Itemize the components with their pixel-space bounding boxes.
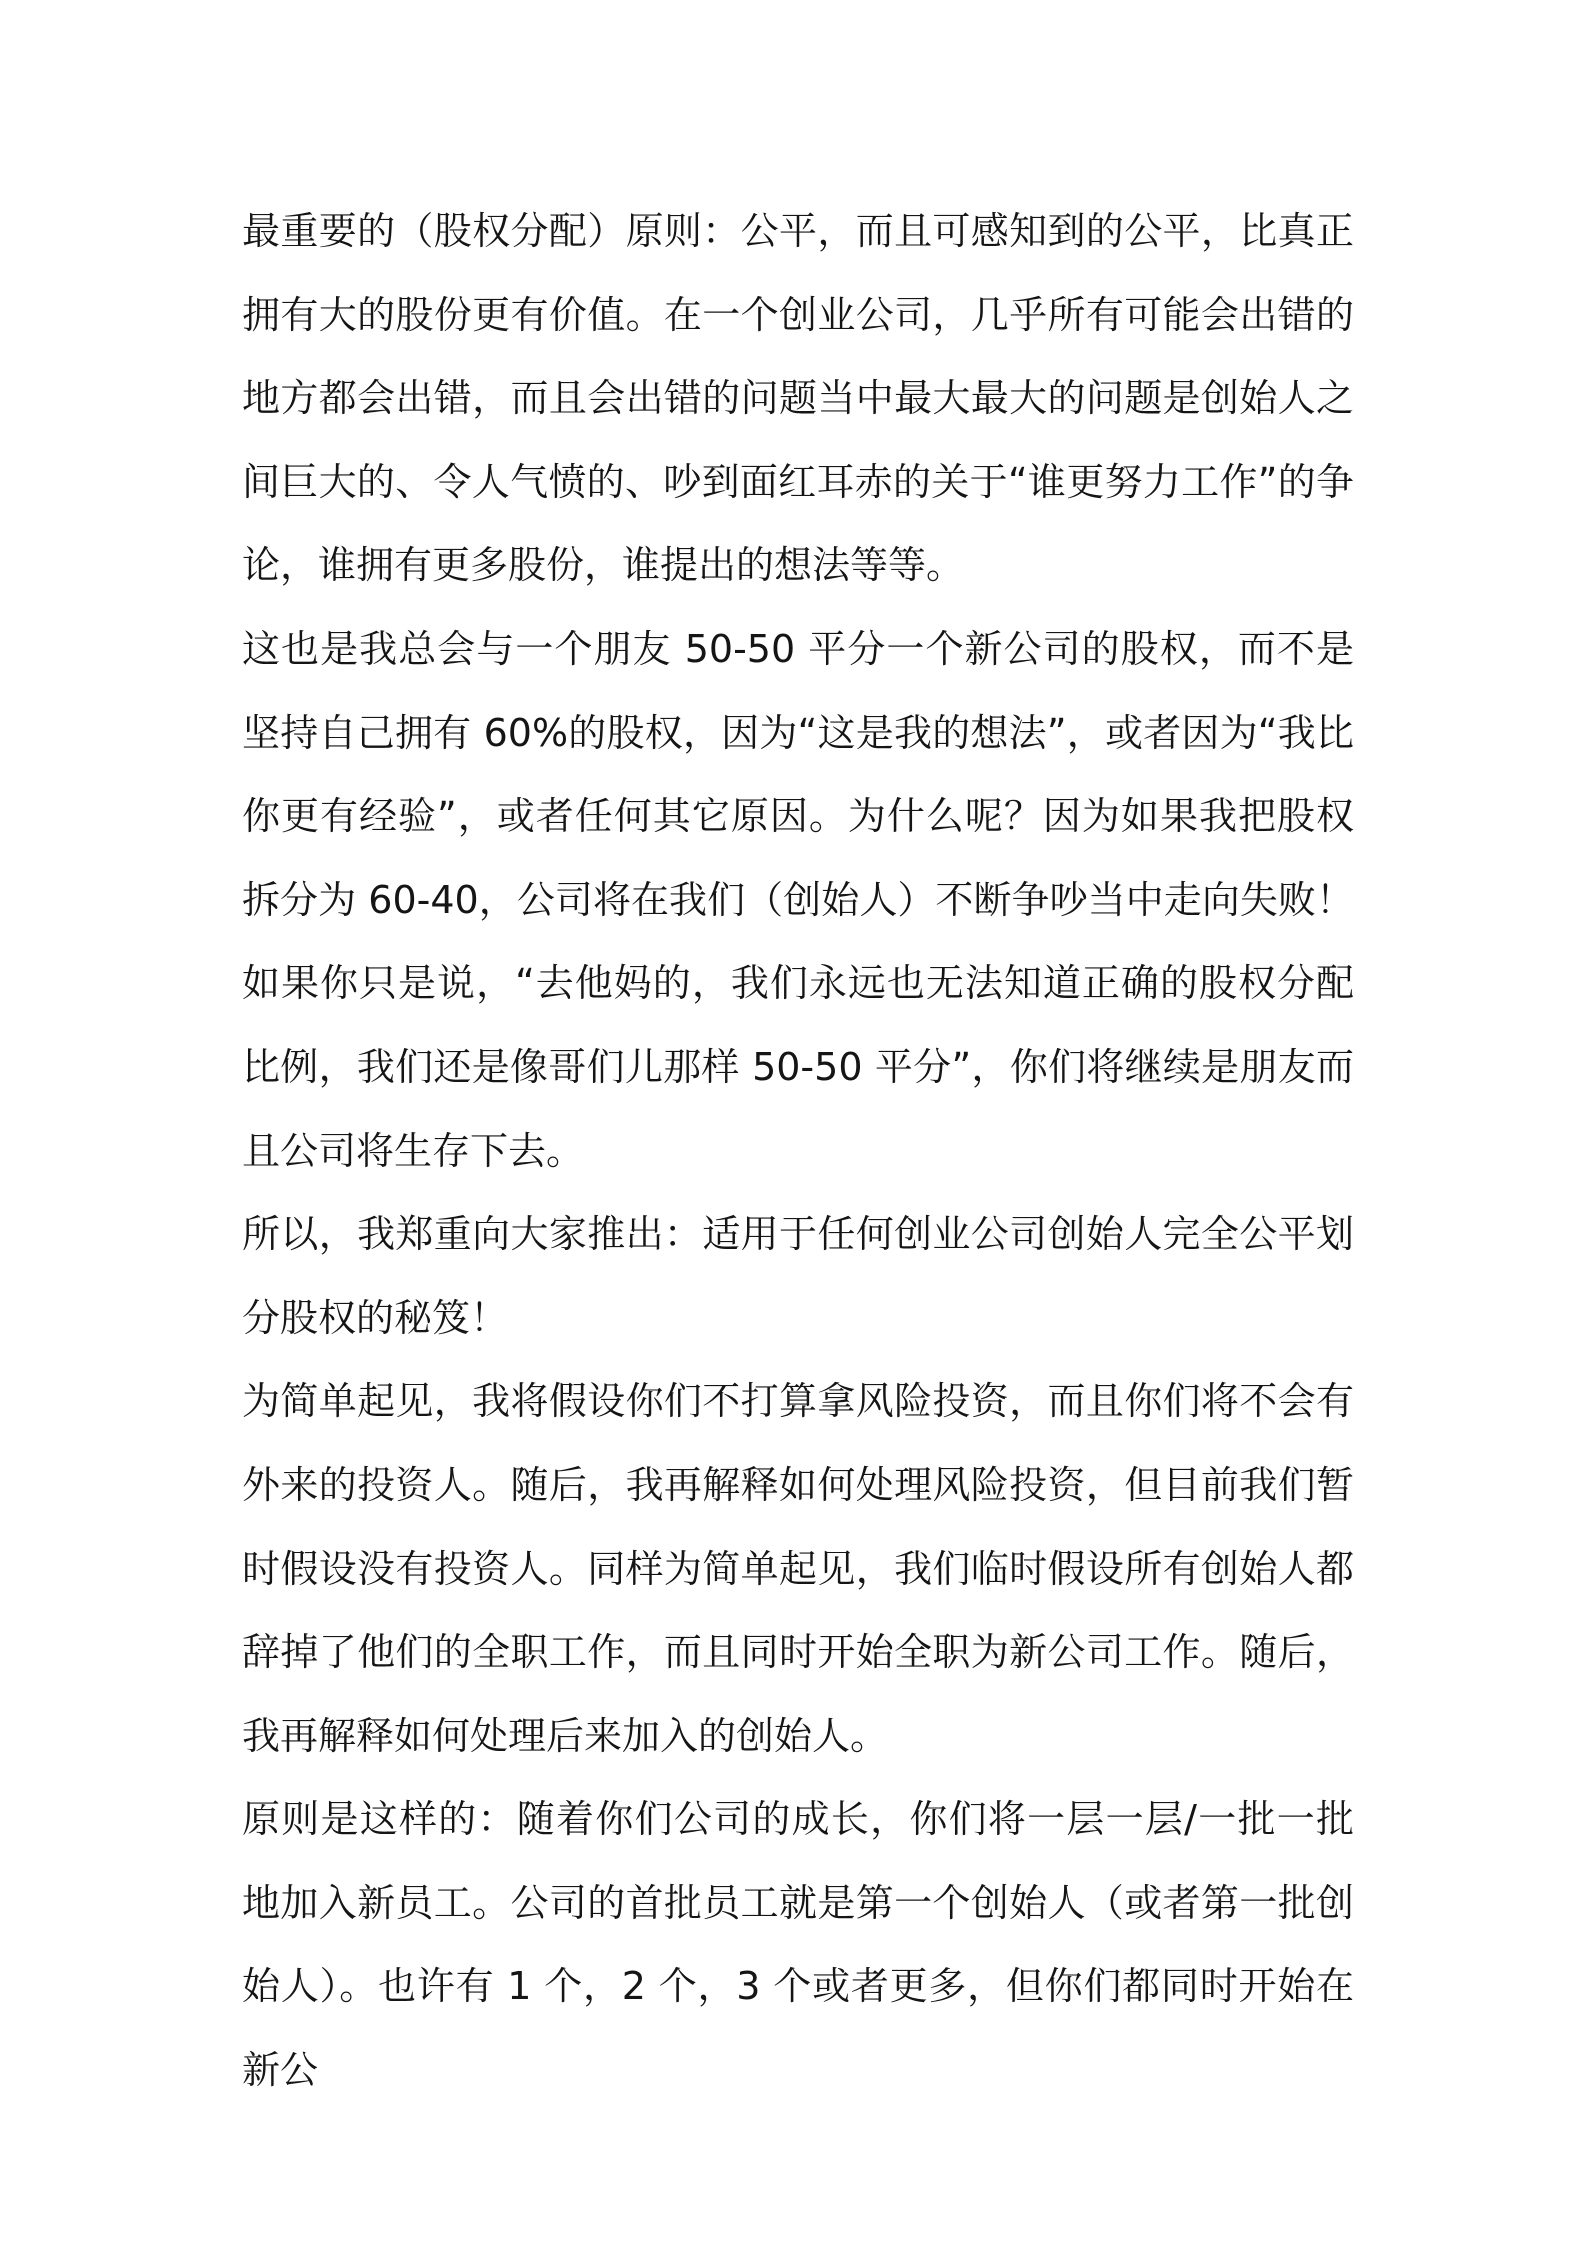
paragraph-simplifying-assumptions: 为简单起见，我将假设你们不打算拿风险投资，而且你们将不会有外来的投资人。随后，我再解释如何处理风险投资，但目前我们暂时假设没有投资人。同样为简单起见，我们临时假设所有创始人都辞掉了他们的全职工作，而且同时开始全职为新公司工作。随后，我再解释如何处理后来加入的创始人。: [242, 1379, 1354, 1758]
paragraph-secret-recipe: 所以，我郑重向大家推出：适用于任何创业公司创始人完全公平划分股权的秘笈！: [242, 1212, 1354, 1340]
paragraph-layers-principle: 原则是这样的：随着你们公司的成长，你们将一层一层/一批一批地加入新员工。公司的首批员工就是第一个创始人（或者第一批创始人）。也许有 1 个，2 个，3 个或者更多，但你们都同时开始在新公: [242, 1797, 1354, 2093]
paragraph-fairness-principle: 最重要的（股权分配）原则：公平，而且可感知到的公平，比真正拥有大的股份更有价值。在一个创业公司，几乎所有可能会出错的地方都会出错，而且会出错的问题当中最大最大的问题是创始人之间巨大的、令人气愤的、吵到面红耳赤的关于“谁更努力工作”的争论，谁拥有更多股份，谁提出的想法等等。: [242, 209, 1354, 588]
article-body: [242, 190, 1354, 2113]
paragraph-equal-split: 这也是我总会与一个朋友 50-50 平分一个新公司的股权，而不是坚持自己拥有 60%的股权，因为“这是我的想法”，或者因为“我比你更有经验”，或者任何其它原因。为什么呢？因为如果我把股权拆分为 60-40，公司将在我们（创始人）不断争吵当中走向失败！如果你只是说，“去他妈的，我们永远也无法知道正确的股权分配比例，我们还是像哥们儿那样 50-50 平分”，你们将继续是朋友而且公司将生存下去。: [242, 626, 1354, 1173]
